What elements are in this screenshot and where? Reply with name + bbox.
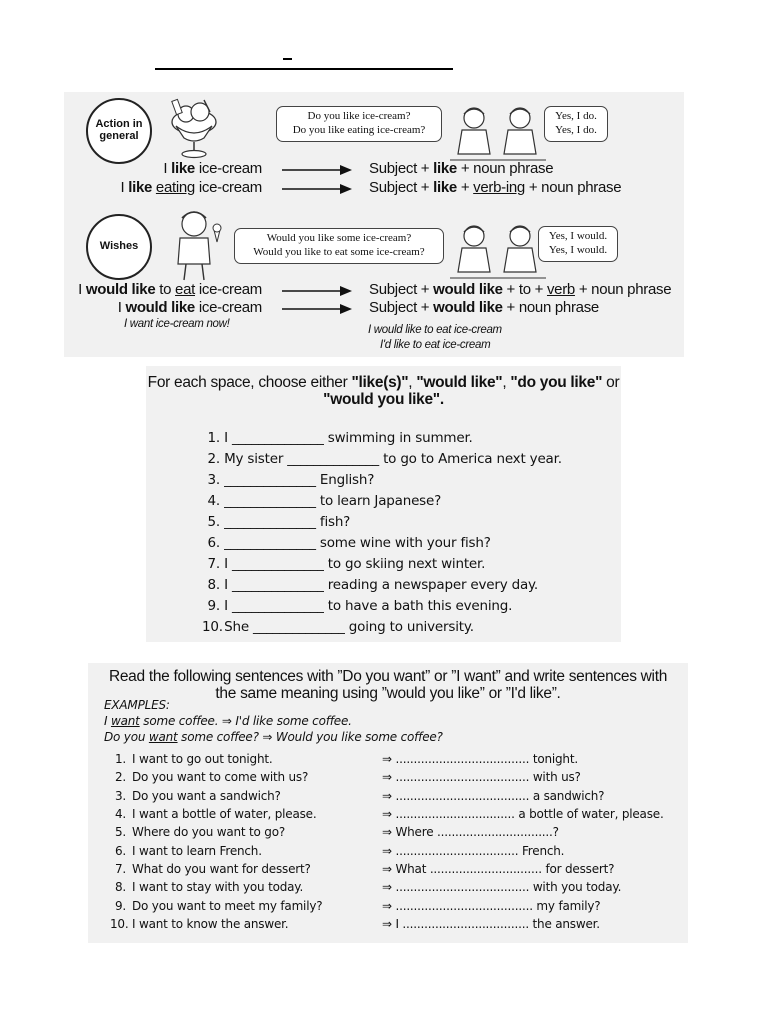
exercise-2-item: 9. Do you want to meet my family? [114,899,323,913]
exercise-2-item: 2. Do you want to come with us? [114,770,309,784]
exercise-2-item: 1. I want to go out tonight. [114,752,273,766]
like-example-1: I like ice-cream [163,160,262,177]
arrow-icon [282,183,352,195]
exercise-2-item: 7. What do you want for dessert? [114,862,311,876]
exercise-2-panel [88,663,688,943]
arrow-icon [282,164,352,176]
exercise-1-instruction: For each space, choose either "like(s)", "would like", "do you like" or "would you like". [147,374,620,408]
examples-label: EXAMPLES: [104,698,170,712]
wishes-label: Wishes [86,214,152,280]
answer-bubble-like: Yes, I do. Yes, I do. [544,106,608,142]
exercise-2-answer: ⇒ ..................................... tonight. [382,752,578,766]
example-2: Do you want some coffee? ⇒ Would you like some coffee? [104,730,443,744]
arrow-icon [282,303,352,315]
exercise-2-instruction: Read the following sentences with ”Do you want” or ”I want” and write sentences with the same meaning using ”would you like” or ”I'd like”. [108,668,668,702]
exercise-1-panel [146,366,621,642]
exercise-1-item: 6. ______________ some wine with your fish? [207,535,491,551]
exercise-2-answer: ⇒ ..................................... with us? [382,770,581,784]
like-example-2: I like eating ice-cream [120,179,262,196]
exercise-2-answer: ⇒ .................................. French. [382,844,565,858]
action-in-general-label: Action in general [86,98,152,164]
exercise-2-answer: ⇒ ................................. a bottle of water, please. [382,807,664,821]
like-rule-1: Subject + like + noun phrase [369,160,554,177]
exercise-2-answer: ⇒ I ................................... the answer. [382,917,600,931]
title-dash [283,58,292,60]
question-bubble-like: Do you like ice-cream? Do you like eating ice-cream? [276,106,442,142]
exercise-1-item: 3. ______________ English? [207,472,375,488]
exercise-1-item: 1. I ______________ swimming in summer. [207,430,473,446]
exercise-2-answer: ⇒ What ............................... for dessert? [382,862,615,876]
note-want: I want ice-cream now! [124,318,230,330]
exercise-2-answer: ⇒ ..................................... with you today. [382,880,622,894]
exercise-2-answer: ⇒ Where ................................? [382,825,559,839]
ice-cream-sundae-icon [166,96,222,160]
exercise-2-item: 8. I want to stay with you today. [114,880,304,894]
would-like-rule-2: Subject + would like + noun phrase [369,299,599,316]
exercise-1-item: 2. My sister ______________ to go to America next year. [207,451,562,467]
exercise-2-item: 4. I want a bottle of water, please. [114,807,317,821]
question-bubble-would: Would you like some ice-cream? Would you like to eat some ice-cream? [234,228,444,264]
exercise-1-item: 4. ______________ to learn Japanese? [207,493,442,509]
like-rule-2: Subject + like + verb-ing + noun phrase [369,179,622,196]
two-boys-icon [450,222,546,280]
note-would-1: I would like to eat ice-cream [368,324,502,336]
exercise-2-item: 10. I want to know the answer. [110,917,289,931]
two-boys-icon [450,104,546,162]
exercise-1-item: 5. ______________ fish? [207,514,351,530]
grammar-panel [64,92,684,357]
exercise-1-item: 7. I ______________ to go skiing next winter. [207,556,486,572]
exercise-1-item: 9. I ______________ to have a bath this evening. [207,598,513,614]
exercise-2-answer: ⇒ ...................................... my family? [382,899,601,913]
arrow-icon [282,285,352,297]
title-blank-line [155,68,453,70]
exercise-2-item: 6. I want to learn French. [114,844,262,858]
note-would-2: I'd like to eat ice-cream [380,339,491,351]
exercise-2-answer: ⇒ ..................................... a sandwich? [382,789,605,803]
exercise-1-item: 10. She ______________ going to university. [202,619,474,635]
exercise-2-item: 5. Where do you want to go? [114,825,286,839]
would-like-example-1: I would like to eat ice-cream [78,281,262,298]
answer-bubble-would: Yes, I would. Yes, I would. [538,226,618,262]
exercise-2-item: 3. Do you want a sandwich? [114,789,281,803]
boy-with-ice-cream-icon [166,208,224,282]
exercise-1-item: 8. I ______________ reading a newspaper every day. [207,577,539,593]
would-like-rule-1: Subject + would like + to + verb + noun phrase [369,281,672,298]
would-like-example-2: I would like ice-cream [117,299,262,316]
example-1: I want some coffee. ⇒ I'd like some coffee. [104,714,352,728]
